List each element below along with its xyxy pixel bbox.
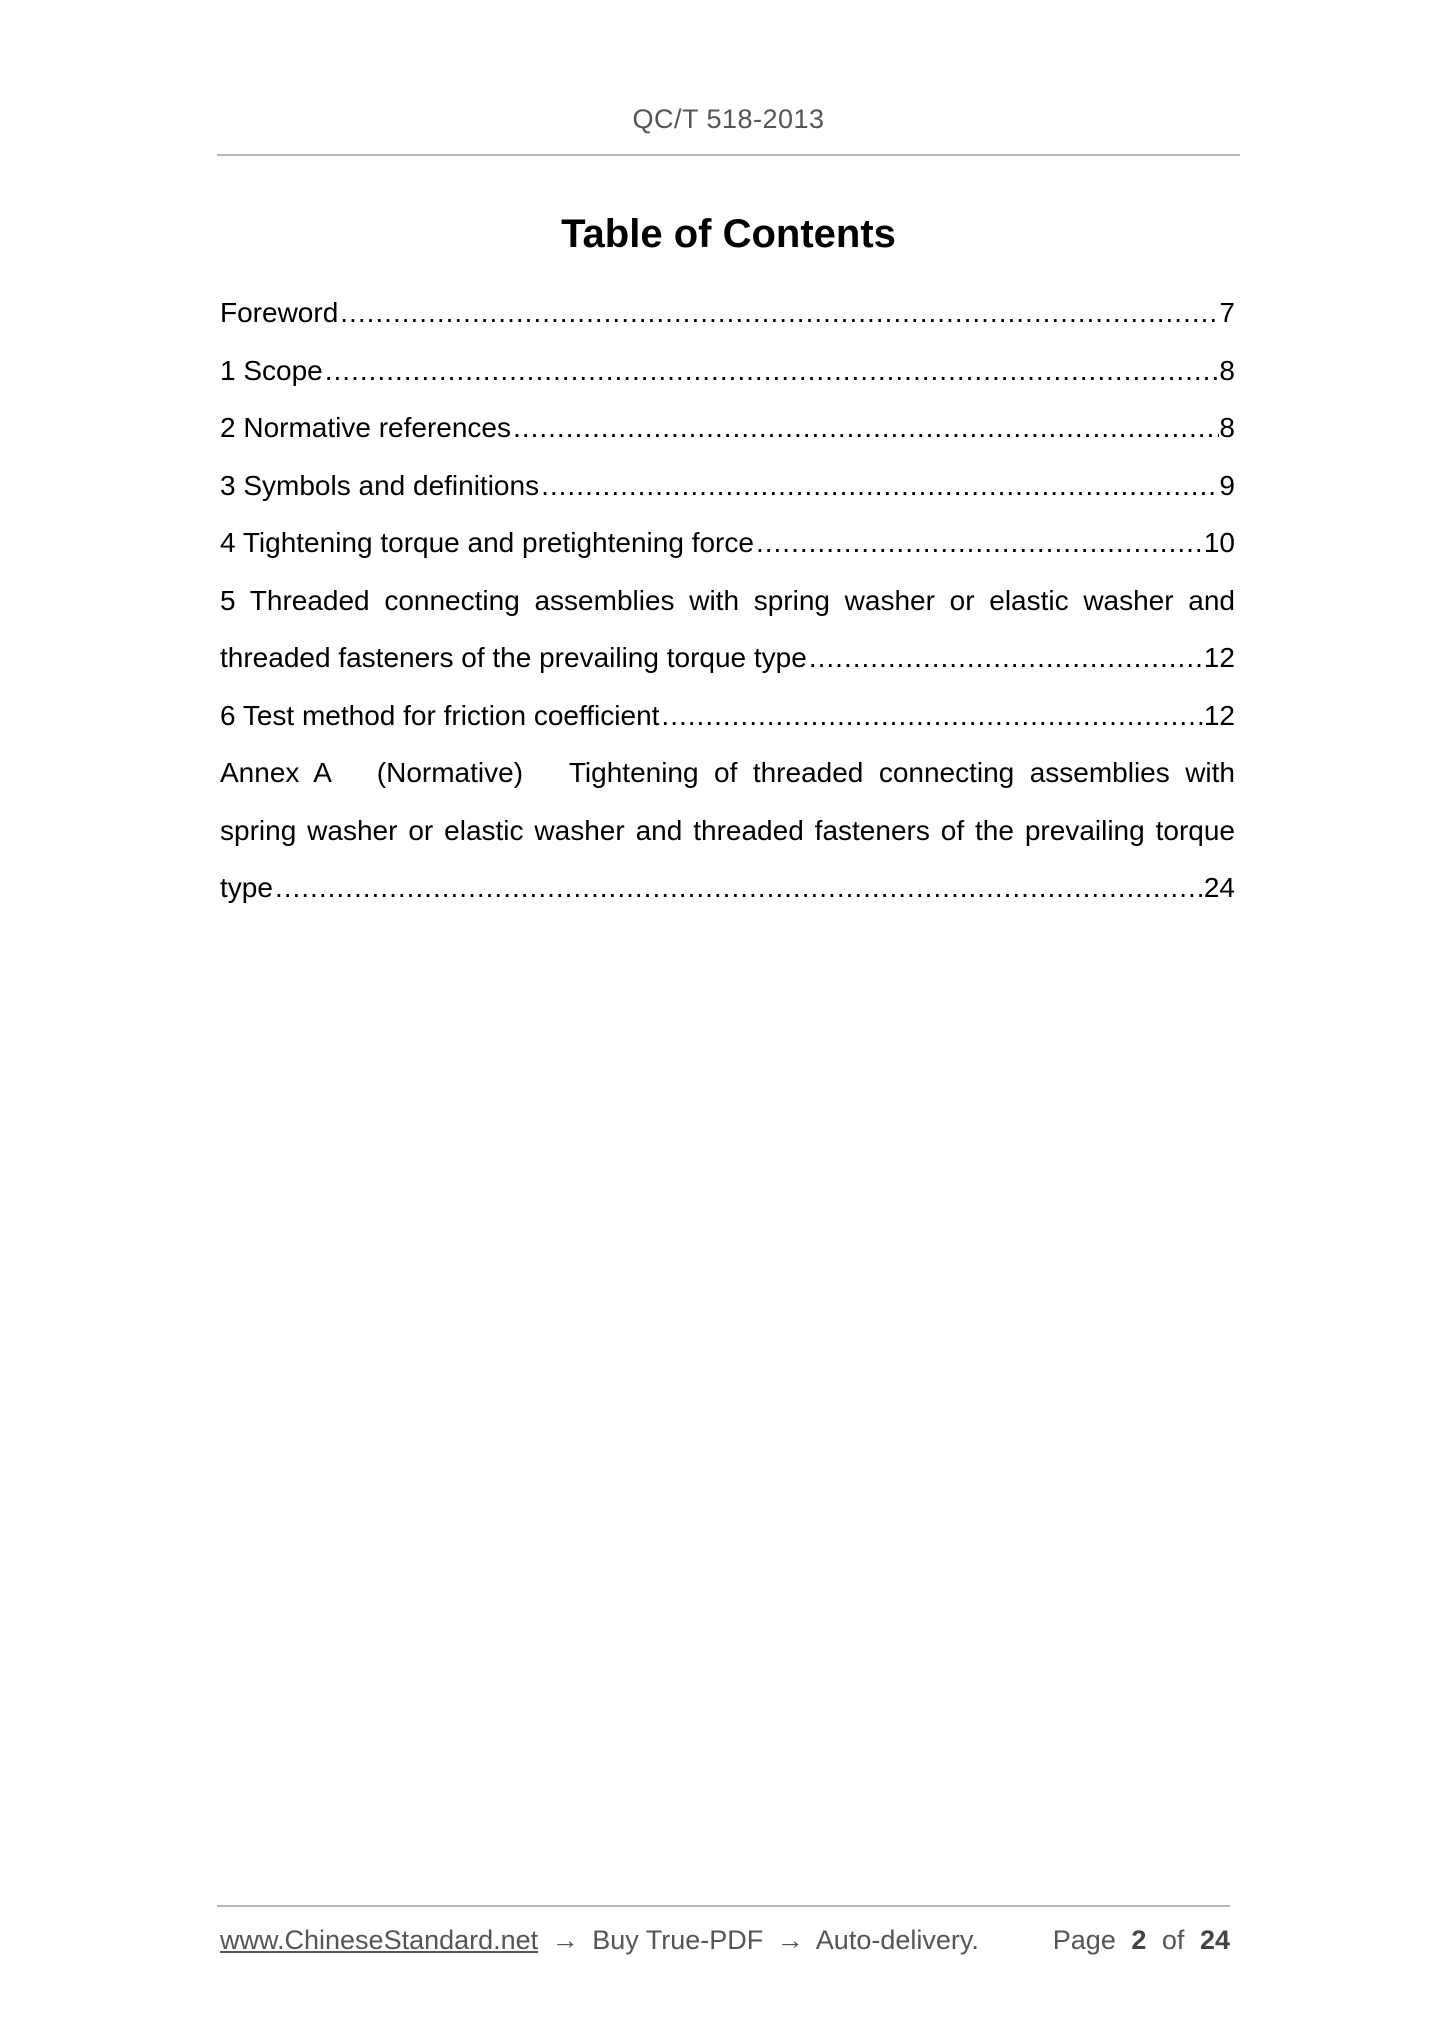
toc-entry-label-line2: threaded fasteners of the prevailing torque type (220, 642, 807, 673)
footer-promo (220, 1925, 979, 1956)
toc-page-number: 24 (1203, 872, 1235, 903)
dot-leader (273, 859, 1204, 917)
toc-entry-label: 6 Test method for friction coefficient (220, 699, 660, 731)
toc-entry-label: Foreword (220, 297, 339, 328)
toc-entry-label: 3 Symbols and definitions (220, 469, 540, 501)
page-total: 24 (1199, 1925, 1230, 1955)
toc-entry-symbols-definitions[interactable] (220, 457, 1235, 515)
toc-list (220, 284, 1235, 917)
toc-entry-label: 2 Normative references (220, 412, 512, 443)
page-current: 2 (1131, 1925, 1147, 1955)
right-arrow-icon: → (776, 1925, 804, 1955)
toc-entry-scope[interactable] (220, 342, 1235, 400)
toc-entry-label-line2: spring washer or elastic washer and threaded fasteners of the prevailing torque (220, 814, 1235, 846)
toc-entry-label-line1: 5 Threaded connecting assemblies with spring washer or elastic washer and (220, 584, 1235, 616)
toc-page-number: 12 (1203, 642, 1235, 673)
dot-leader (338, 284, 1219, 342)
page-footer (220, 1925, 1230, 1956)
website-link[interactable]: www.ChineseStandard.net (220, 1925, 539, 1955)
dot-leader (323, 342, 1220, 400)
dot-leader (807, 629, 1204, 687)
header-divider (217, 154, 1240, 156)
page-indicator (1053, 1925, 1230, 1956)
dot-leader (659, 687, 1203, 745)
toc-page-number: 9 (1219, 469, 1235, 501)
toc-entry-label-line3: type (220, 872, 273, 903)
toc-entry-label: 4 Tightening torque and pretightening force (220, 527, 754, 558)
dot-leader (511, 399, 1219, 457)
toc-page-number: 8 (1219, 412, 1235, 443)
toc-title: Table of Contents (561, 212, 896, 256)
footer-buy-text: Buy True-PDF (592, 1925, 764, 1955)
dot-leader (539, 457, 1219, 515)
toc-page-number: 8 (1219, 354, 1235, 386)
toc-entry-tightening-torque[interactable] (220, 514, 1235, 572)
dot-leader (754, 514, 1204, 572)
running-header: QC/T 518-2013 (632, 104, 825, 134)
footer-divider (217, 1905, 1230, 1907)
toc-page-number: 7 (1219, 297, 1235, 328)
toc-entry-label-line1: Annex A (Normative) Tightening of threaded connecting assemblies with (220, 757, 1235, 788)
toc-entry-threaded-assemblies[interactable] (220, 572, 1235, 687)
toc-entry-annex-a[interactable] (220, 744, 1235, 917)
toc-page-number: 12 (1203, 699, 1235, 731)
right-arrow-icon: → (551, 1925, 579, 1955)
page-label: Page (1052, 1925, 1116, 1955)
toc-entry-label: 1 Scope (220, 354, 323, 386)
page-of-label: of (1161, 1925, 1185, 1955)
toc-page-number: 10 (1203, 527, 1235, 558)
footer-delivery-text: Auto-delivery. (815, 1925, 979, 1955)
toc-entry-normative-references[interactable] (220, 399, 1235, 457)
toc-entry-friction-test[interactable] (220, 687, 1235, 745)
toc-entry-foreword[interactable] (220, 284, 1235, 342)
